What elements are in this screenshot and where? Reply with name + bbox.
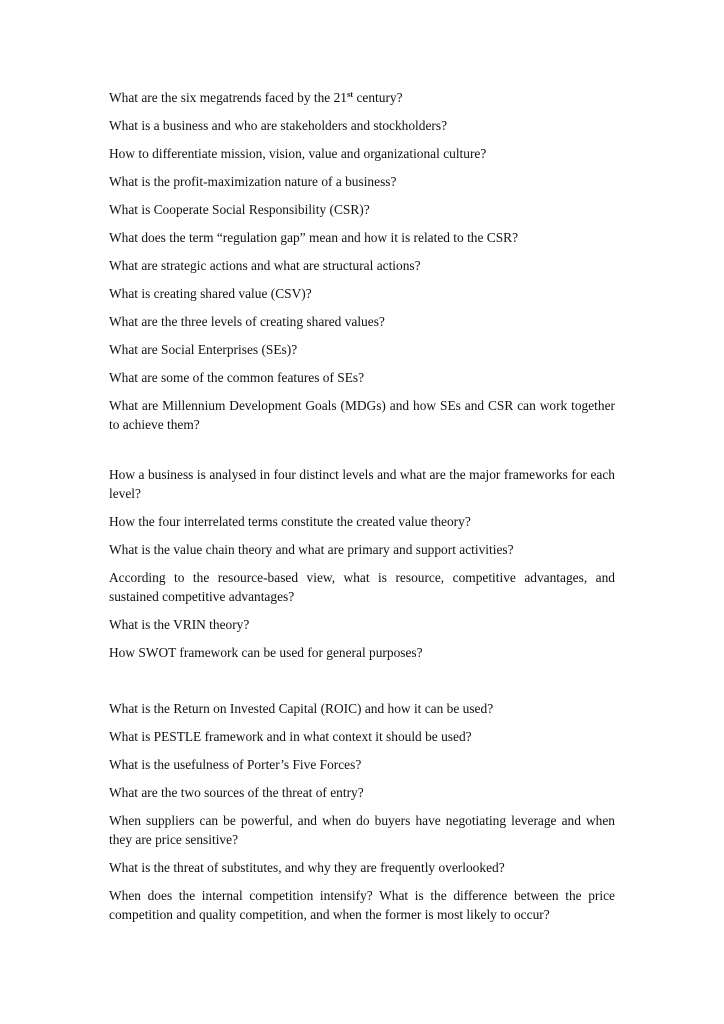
question-3-5: When suppliers can be powerful, and when do buyers have negotiating leverage and when they are price sensitive? <box>109 813 615 847</box>
question-2-1: How a business is analysed in four distinct levels and what are the major frameworks for each level? <box>109 467 615 501</box>
question-1-12: What are Millennium Development Goals (MDGs) and how SEs and CSR can work together to achieve them? <box>109 398 615 432</box>
question-1-3: How to differentiate mission, vision, value and organizational culture? <box>109 146 487 161</box>
question-2-6: How SWOT framework can be used for general purposes? <box>109 645 423 660</box>
question-2-3: What is the value chain theory and what are primary and support activities? <box>109 542 514 557</box>
question-1-5: What is Cooperate Social Responsibility (CSR)? <box>109 202 370 217</box>
question-1-8: What is creating shared value (CSV)? <box>109 286 312 301</box>
question-2-4: According to the resource-based view, what is resource, competitive advantages, and sustained competitive advantages? <box>109 570 615 604</box>
question-1-7: What are strategic actions and what are structural actions? <box>109 258 421 273</box>
question-1-2: What is a business and who are stakeholders and stockholders? <box>109 118 448 133</box>
question-1-6: What does the term “regulation gap” mean and how it is related to the CSR? <box>109 230 519 245</box>
question-1-11: What are some of the common features of SEs? <box>109 370 365 385</box>
question-3-7: When does the internal competition intensify? What is the difference between the price competition and quality competition, and when the former is most likely to occur? <box>109 888 615 922</box>
question-1-4: What is the profit-maximization nature of a business? <box>109 174 397 189</box>
question-3-6: What is the threat of substitutes, and why they are frequently overlooked? <box>109 860 505 875</box>
question-3-3: What is the usefulness of Porter’s Five Forces? <box>109 757 362 772</box>
question-1-10: What are Social Enterprises (SEs)? <box>109 342 298 357</box>
question-3-1: What is the Return on Invested Capital (ROIC) and how it can be used? <box>109 701 494 716</box>
question-3-4: What are the two sources of the threat of entry? <box>109 785 364 800</box>
question-2-5: What is the VRIN theory? <box>109 617 250 632</box>
question-2-2: How the four interrelated terms constitute the created value theory? <box>109 514 471 529</box>
question-1-9: What are the three levels of creating shared values? <box>109 314 385 329</box>
question-1-1: What are the six megatrends faced by the 21st century? <box>109 89 403 105</box>
question-3-2: What is PESTLE framework and in what context it should be used? <box>109 729 472 744</box>
